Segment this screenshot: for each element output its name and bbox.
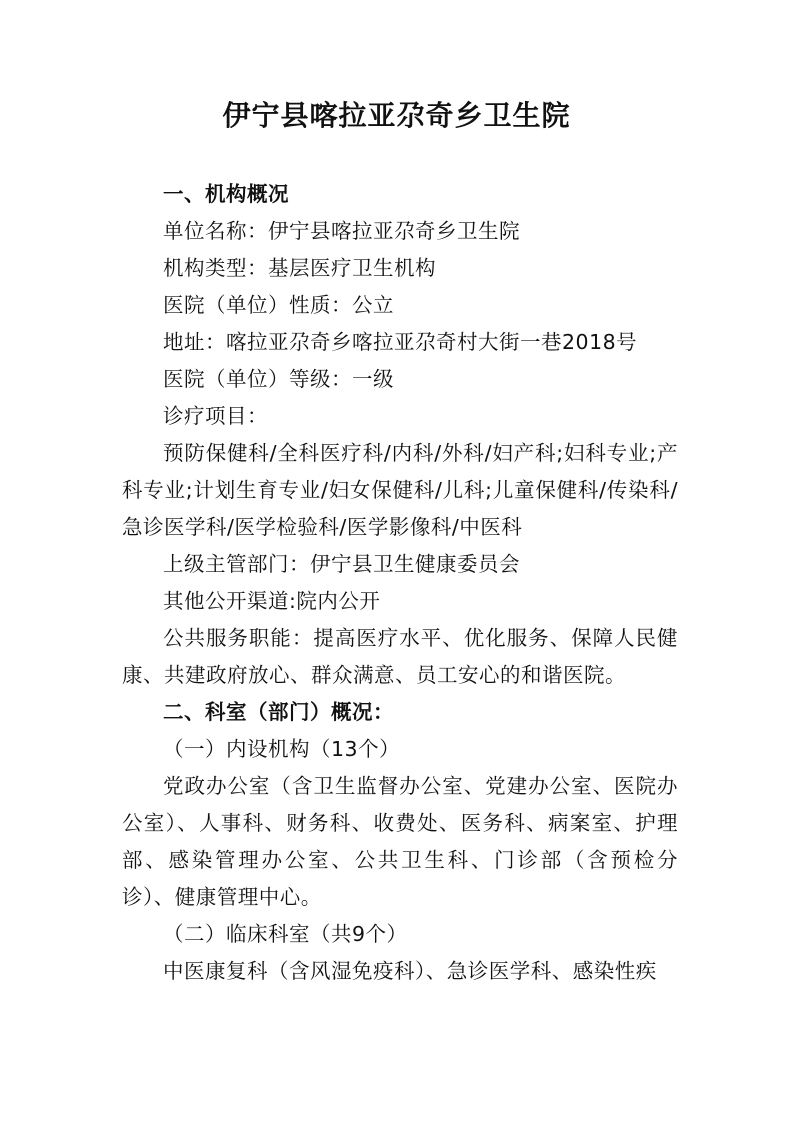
field-level: 医院（单位）等级：一级 [163, 367, 394, 391]
field-supervisor: 上级主管部门：伊宁县卫生健康委员会 [163, 552, 520, 576]
subsection-internal-list: 党政办公室（含卫生监督办公室、党建办公室、医院办公室）、人事科、财务科、收费处、医务科、病案室、护理部、感染管理办公室、公共卫生科、门诊部（含预检分诊）、健康管理中心。 [122, 774, 678, 909]
subsection-clinical-label: （二）临床科室（共9个） [163, 922, 408, 946]
field-services-label: 诊疗项目： [163, 404, 268, 428]
field-unit-name: 单位名称：伊宁县喀拉亚尕奇乡卫生院 [163, 219, 520, 243]
field-public-service: 公共服务职能：提高医疗水平、优化服务、保障人民健康、共建政府放心、群众满意、员工安心的和谐医院。 [122, 626, 678, 687]
subsection-clinical-list: 中医康复科（含风湿免疫科）、急诊医学科、感染性疾 [163, 959, 657, 983]
field-institution-type: 机构类型：基层医疗卫生机构 [163, 256, 436, 280]
document-title: 伊宁县喀拉亚尕奇乡卫生院 [222, 99, 571, 132]
subsection-internal-label: （一）内设机构（13个） [163, 737, 401, 761]
section-heading-departments: 二、科室（部门）概况： [163, 700, 394, 724]
section-heading-overview: 一、机构概况 [163, 182, 289, 206]
field-address: 地址：喀拉亚尕奇乡喀拉亚尕奇村大街一巷2018号 [163, 330, 638, 354]
field-nature: 医院（单位）性质：公立 [163, 293, 394, 317]
field-services-list: 预防保健科/全科医疗科/内科/外科/妇产科;妇科专业;产科专业;计划生育专业/妇女保健科/儿科;儿童保健科/传染科/急诊医学科/医学检验科/医学影像科/中医科 [122, 441, 678, 539]
field-other-channels: 其他公开渠道:院内公开 [163, 589, 381, 613]
document-body [122, 176, 678, 990]
